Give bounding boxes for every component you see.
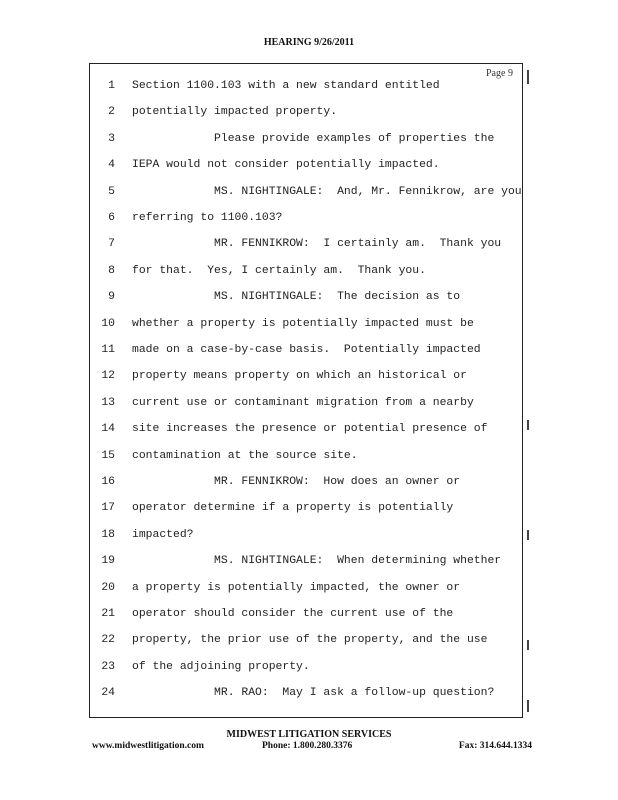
transcript-line [89,683,523,703]
line-number: 19 [101,555,115,568]
transcript-line [89,419,523,439]
transcript-line [89,314,523,334]
line-number: 20 [101,581,115,594]
line-number: 14 [101,423,115,436]
line-text: site increases the presence or potential presence of [132,423,488,436]
line-number: 21 [101,608,115,620]
line-number: 22 [101,634,115,647]
line-text: Section 1100.103 with a new standard entitled [132,80,440,92]
line-number: 9 [108,291,115,304]
transcript-line [89,630,523,650]
line-text: referring to 1100.103? [132,212,283,224]
footer-company-name: MIDWEST LITIGATION SERVICES [226,729,392,740]
line-number: 4 [108,159,115,172]
footer-fax: Fax: 314.644.1334 [458,741,532,751]
line-text: impacted? [132,528,194,541]
line-text: made on a case-by-case basis. Potentially impacted [132,344,481,356]
line-text: MS. NIGHTINGALE: And, Mr. Fennikrow, are you [132,185,522,198]
line-number: 3 [108,132,115,145]
transcript-line [89,102,523,122]
scan-mark [527,700,529,712]
transcript-line [89,182,523,202]
page-number: Page 9 [486,68,513,79]
transcript-line [89,657,523,677]
transcript-line [89,604,523,624]
line-text: contamination at the source site. [132,449,358,462]
transcript-line [89,472,523,492]
line-text: potentially impacted property. [132,106,338,119]
line-text: of the adjoining property. [132,660,310,673]
transcript-line [89,551,523,571]
transcript-line [89,234,523,254]
line-number: 18 [101,528,115,541]
transcript-line [89,208,523,228]
scan-mark [527,420,529,430]
line-text: a property is potentially impacted, the owner or [132,581,461,594]
line-number: 1 [108,80,115,92]
line-number: 15 [101,449,115,462]
line-number: 7 [108,238,115,251]
transcript-line [89,498,523,518]
line-number: 12 [101,370,115,383]
transcript-line [89,340,523,360]
line-text: for that. Yes, I certainly am. Thank you. [132,264,426,277]
transcript-line [89,76,523,96]
line-text: MR. RAO: May I ask a follow-up question? [132,687,495,700]
page-header-title: HEARING 9/26/2011 [263,37,355,48]
transcript-line [89,446,523,466]
line-text: MR. FENNIKROW: I certainly am. Thank you [132,238,502,251]
line-number: 13 [101,396,115,409]
line-text: IEPA would not consider potentially impacted. [132,159,440,172]
line-number: 23 [101,660,115,673]
line-number: 10 [101,317,115,330]
line-text: operator determine if a property is potentially [132,502,454,515]
transcript-line [89,366,523,386]
line-number: 11 [101,344,115,356]
line-text: property, the prior use of the property, and the use [132,634,488,647]
line-number: 5 [108,185,115,198]
line-text: MS. NIGHTINGALE: When determining whether [132,555,502,568]
line-text: operator should consider the current use of the [132,608,454,620]
footer-contact-row [92,741,532,753]
line-number: 2 [108,106,115,119]
line-number: 24 [101,687,115,700]
line-text: property means property on which an historical or [132,370,467,383]
transcript-line [89,393,523,413]
transcript-line [89,261,523,281]
line-number: 6 [108,212,115,224]
line-text: current use or contaminant migration from a nearby [132,396,474,409]
transcript-line [89,287,523,307]
line-text: Please provide examples of properties the [132,132,495,145]
scan-mark [527,530,529,540]
scan-mark [527,640,529,650]
transcript-line [89,155,523,175]
line-text: MR. FENNIKROW: How does an owner or [132,476,461,488]
line-number: 8 [108,264,115,277]
line-text: whether a property is potentially impacted must be [132,317,474,330]
line-number: 16 [101,476,115,488]
footer-phone: Phone: 1.800.280.3376 [262,741,353,751]
line-number: 17 [101,502,115,515]
transcript-line [89,525,523,545]
line-text: MS. NIGHTINGALE: The decision as to [132,291,461,304]
transcript-line [89,578,523,598]
scan-mark [527,70,529,84]
footer-website: www.midwestlitigation.com [92,741,204,751]
transcript-line [89,129,523,149]
